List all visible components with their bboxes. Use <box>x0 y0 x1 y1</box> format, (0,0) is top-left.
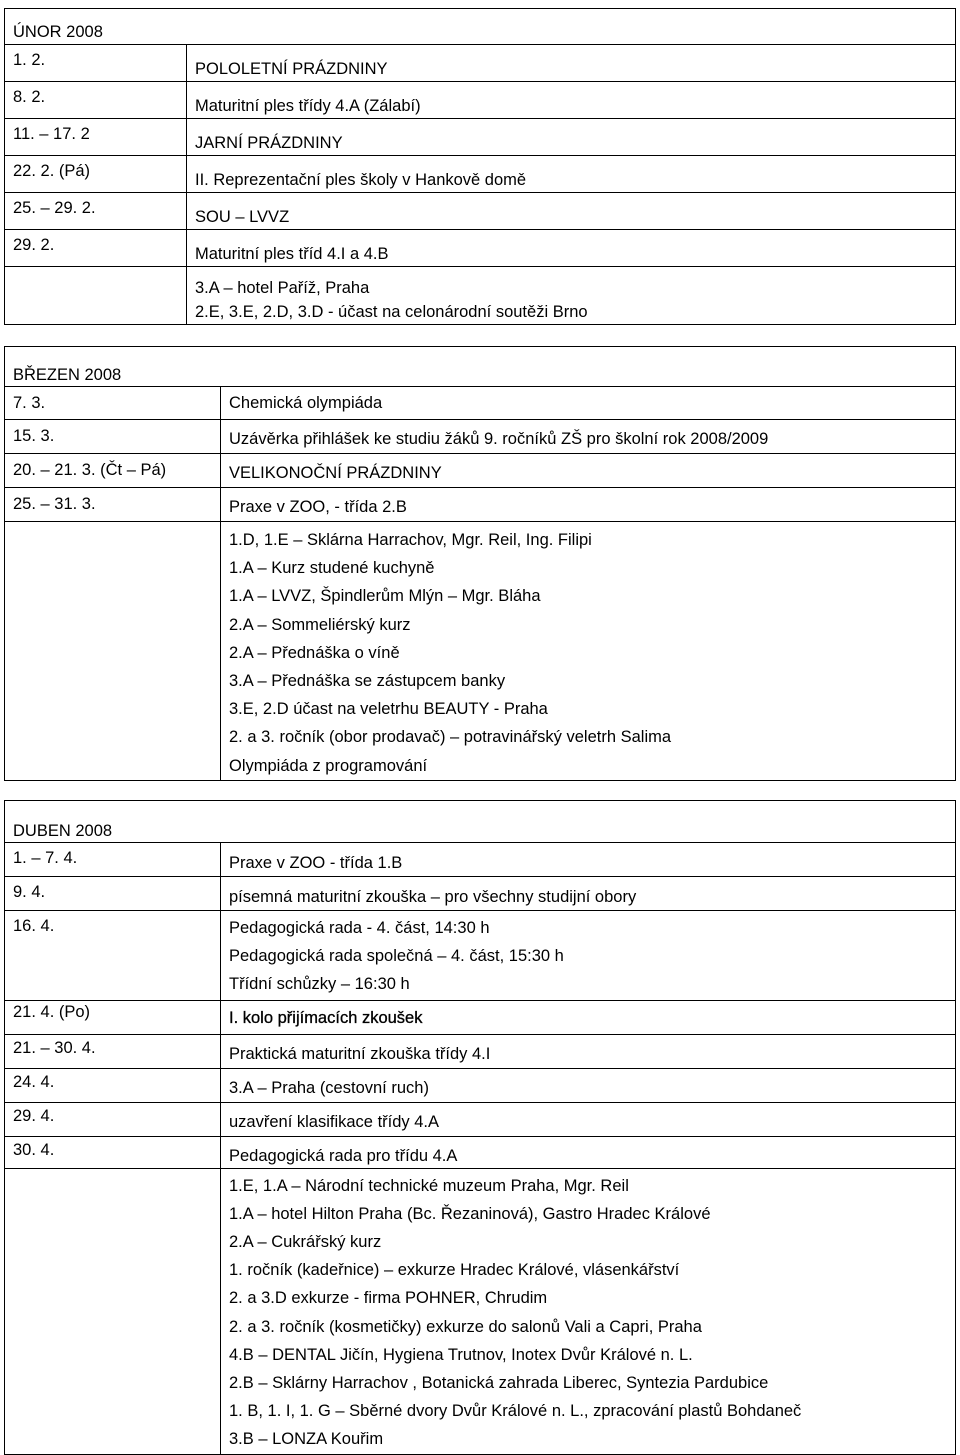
extra-event: 1.A – hotel Hilton Praha (Bc. Řezaninová), Gastro Hradec Králové <box>229 1204 711 1223</box>
event-cell: uzavření klasifikace třídy 4.A <box>221 1103 956 1137</box>
event-line: Třídní schůzky – 16:30 h <box>229 975 410 994</box>
extra-event: Olympiáda z programování <box>229 756 428 775</box>
date-cell: 21. 4. (Po) <box>5 1001 221 1035</box>
date-cell: 11. – 17. 2 <box>5 119 187 156</box>
empty-date-cell <box>5 522 221 781</box>
event-cell: I. kolo přijímacích zkoušek <box>221 1001 956 1035</box>
event-cell: SOU – LVVZ <box>187 193 956 230</box>
event-cell: 3.A – Praha (cestovní ruch) <box>221 1069 956 1103</box>
event-cell: II. Reprezentační ples školy v Hankově domě <box>187 156 956 193</box>
event-cell: Praktická maturitní zkouška třídy 4.I <box>221 1035 956 1069</box>
extra-event: 2.A – Cukrářský kurz <box>229 1232 382 1251</box>
extra-event: 2. a 3.D exkurze - firma POHNER, Chrudim <box>229 1289 548 1308</box>
march-table <box>4 346 956 781</box>
extra-events-cell <box>187 267 956 325</box>
extra-event: 2.E, 3.E, 2.D, 3.D - účast na celonárodní soutěži Brno <box>195 302 588 321</box>
extra-event: 3.A – hotel Paříž, Praha <box>195 278 370 297</box>
extra-event: 2. a 3. ročník (obor prodavač) – potravinářský veletrh Salima <box>229 728 672 747</box>
february-title: ÚNOR 2008 <box>5 9 956 45</box>
extra-events-cell <box>221 522 956 781</box>
extra-event: 1. B, 1. I, 1. G – Sběrné dvory Dvůr Králové n. L., zpracování plastů Bohdaneč <box>229 1402 802 1421</box>
april-table <box>4 800 956 1455</box>
empty-date-cell <box>5 1169 221 1455</box>
event-cell: VELIKONOČNÍ PRÁZDNINY <box>221 454 956 488</box>
extra-event: 3.A – Přednáška se zástupcem banky <box>229 671 506 690</box>
extra-event: 2.A – Přednáška o víně <box>229 643 400 662</box>
february-section <box>4 8 956 325</box>
event-cell: POLOLETNÍ PRÁZDNINY <box>187 45 956 82</box>
march-title: BŘEZEN 2008 <box>5 347 956 387</box>
event-cell: JARNÍ PRÁZDNINY <box>187 119 956 156</box>
extra-event: 2.B – Sklárny Harrachov , Botanická zahrada Liberec, Syntezia Pardubice <box>229 1373 769 1392</box>
date-cell: 9. 4. <box>5 877 221 911</box>
date-cell: 22. 2. (Pá) <box>5 156 187 193</box>
event-cell: Praxe v ZOO, - třída 2.B <box>221 488 956 522</box>
event-cell: Maturitní ples třídy 4.A (Zálabí) <box>187 82 956 119</box>
extra-event: 2.A – Sommeliérský kurz <box>229 615 411 634</box>
date-cell: 25. – 31. 3. <box>5 488 221 522</box>
date-cell: 25. – 29. 2. <box>5 193 187 230</box>
event-cell: Pedagogická rada pro třídu 4.A <box>221 1137 956 1169</box>
event-cell: Maturitní ples tříd 4.I a 4.B <box>187 230 956 267</box>
extra-event: 1.E, 1.A – Národní technické muzeum Praha, Mgr. Reil <box>229 1176 629 1195</box>
event-line: Pedagogická rada společná – 4. část, 15:30 h <box>229 946 564 965</box>
date-cell: 8. 2. <box>5 82 187 119</box>
event-cell: písemná maturitní zkouška – pro všechny studijní obory <box>221 877 956 911</box>
event-cell: Chemická olympiáda <box>221 387 956 420</box>
extra-event: 4.B – DENTAL Jičín, Hygiena Trutnov, Inotex Dvůr Králové n. L. <box>229 1345 693 1364</box>
february-table <box>4 8 956 325</box>
date-cell: 1. – 7. 4. <box>5 843 221 877</box>
event-cell: Praxe v ZOO - třída 1.B <box>221 843 956 877</box>
date-cell: 20. – 21. 3. (Čt – Pá) <box>5 454 221 488</box>
extra-event: 3.E, 2.D účast na veletrhu BEAUTY - Praha <box>229 700 548 719</box>
event-cell: Uzávěrka přihlášek ke studiu žáků 9. ročníků ZŠ pro školní rok 2008/2009 <box>221 420 956 454</box>
date-cell: 24. 4. <box>5 1069 221 1103</box>
empty-date-cell <box>5 267 187 325</box>
date-cell: 7. 3. <box>5 387 221 420</box>
march-section <box>4 346 956 781</box>
date-cell: 15. 3. <box>5 420 221 454</box>
date-cell: 1. 2. <box>5 45 187 82</box>
extra-event: 1.A – LVVZ, Špindlerům Mlýn – Mgr. Bláha <box>229 587 541 606</box>
extra-event: 1.A – Kurz studené kuchyně <box>229 559 435 578</box>
date-cell: 29. 2. <box>5 230 187 267</box>
pedagogical-council-cell <box>221 911 956 1001</box>
date-cell: 21. – 30. 4. <box>5 1035 221 1069</box>
date-cell: 29. 4. <box>5 1103 221 1137</box>
extra-event: 1.D, 1.E – Sklárna Harrachov, Mgr. Reil, Ing. Filipi <box>229 531 592 549</box>
extra-event: 3.B – LONZA Kouřim <box>229 1430 384 1449</box>
extra-event: 2. a 3. ročník (kosmetičky) exkurze do salonů Vali a Capri, Praha <box>229 1317 702 1336</box>
event-line: Pedagogická rada - 4. část, 14:30 h <box>229 918 490 937</box>
date-cell: 16. 4. <box>5 911 221 1001</box>
april-title: DUBEN 2008 <box>5 801 956 843</box>
april-section <box>4 800 956 1455</box>
extra-event: 1. ročník (kadeřnice) – exkurze Hradec Králové, vlásenkářství <box>229 1261 680 1280</box>
excursions-cell <box>221 1169 956 1455</box>
date-cell: 30. 4. <box>5 1137 221 1169</box>
